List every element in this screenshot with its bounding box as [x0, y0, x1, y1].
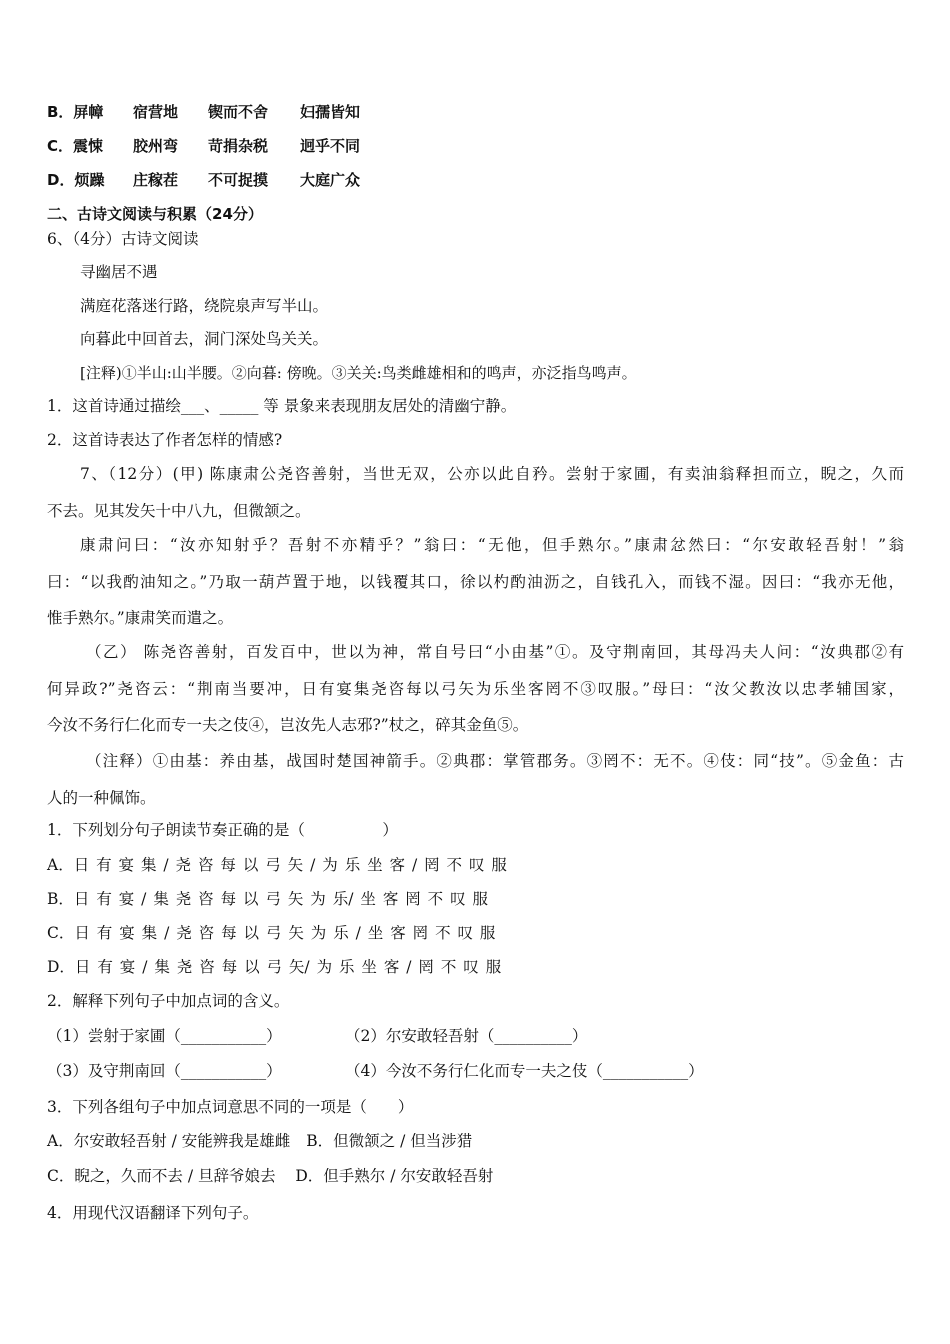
q7-sub-3-option-d-2: / 尔安敢轻吾射: [390, 1167, 494, 1185]
q7-sub-2-item-1: （1）尝射于家圃（___________）: [47, 1027, 282, 1045]
poem-note: [注释)①半山:山半腰。②向暮: 傍晚。③关关:鸟类雌雄相和的鸣声，亦泛指鸟鸣声。: [80, 364, 637, 382]
q7-sub-1-option-b: B．日 有 宴 / 集 尧 咨 每 以 弓 矢 为 乐/ 坐 客 罔 不 叹 服: [47, 890, 489, 908]
q7-passage-a-line-1: 7、（12分）(甲) 陈康肃公尧咨善射，当世无双，公亦以此自矜。尝射于家圃，有卖油翁释担而立，睨之，久而: [80, 465, 904, 483]
q7-passage-a-line-5: 惟手熟尔。”康肃笑而遣之。: [47, 609, 234, 627]
q7-sub-2-item-4: （4）今汝不务行仁化而专一夫之伎（___________）: [345, 1062, 704, 1080]
q7-sub-3: 3．下列各组句子中加点词意思不同的一项是（ ）: [47, 1098, 414, 1116]
q7-sub-2-item-2: （2）尔安敢轻吾射（__________）: [345, 1027, 588, 1045]
q7-passage-b-line-1: （乙） 陈尧咨善射，百发百中，世以为神，常自号曰“小由基”①。及守荆南回，其母冯夫人问：“汝典郡②有: [86, 643, 904, 661]
option-d-row: D．烦躁 庄稼茬 不可捉摸 大庭广众: [47, 171, 361, 189]
q7-sub-3-row-1: [47, 1131, 472, 1151]
q7-passage-b-line-2: 何异政?”尧咨云：“荆南当要冲，日有宴集尧咨每以弓矢为乐坐客罔不③叹服。”母曰：“汝父教汝以忠孝辅国家，: [47, 680, 904, 698]
q7-sub-1-option-a: A．日 有 宴 集 / 尧 咨 每 以 弓 矢 / 为 乐 坐 客 / 罔 不 叹 服: [47, 856, 507, 874]
poem-title: 寻幽居不遇: [80, 263, 158, 281]
q7-note-line-2: 人的一种佩饰。: [47, 789, 156, 807]
q7-sub-4: 4．用现代汉语翻译下列句子。: [47, 1204, 259, 1222]
q7-sub-3-row-2: [47, 1166, 493, 1186]
q7-sub-1-option-c: C．日 有 宴 集 / 尧 咨 每 以 弓 矢 为 乐 / 坐 客 罔 不 叹 服: [47, 924, 496, 942]
option-c-row: C．震悚 胶州弯 苛捐杂税 迥乎不同: [47, 137, 361, 155]
q7-sub-2-item-3: （3）及守荆南回（___________）: [47, 1062, 282, 1080]
q7-sub-2: 2．解释下列句子中加点词的含义。: [47, 992, 290, 1010]
q7-passage-a-line-4: 曰：“以我酌油知之。”乃取一葫芦置于地，以钱覆其口，徐以杓酌油沥之，自钱孔入，而钱不湿。因曰：“我亦无他，: [47, 573, 904, 591]
section-2-heading: 二、古诗文阅读与积累（24分）: [47, 205, 263, 223]
q6-sub-1: 1．这首诗通过描绘___、_____ 等 景象来表现朋友居处的清幽宁静。: [47, 397, 517, 415]
q7-sub-3-option-c-2: / 旦辞爷娘去: [187, 1167, 276, 1185]
q7-sub-1: 1．下列划分句子朗读节奏正确的是（ ）: [47, 821, 398, 839]
option-b-row: B．屏幛 宿营地 锲而不舍 妇孺皆知: [47, 103, 361, 121]
q7-sub-3-option-c: C．睨之，久而不去: [47, 1167, 183, 1185]
q7-note-line-1: （注释）①由基：养由基，战国时楚国神箭手。②典郡：掌管郡务。③罔不：无不。④伎：同“技”。⑤金鱼：古: [86, 752, 904, 770]
q7-passage-a-line-2: 不去。见其发矢十中八九，但微颔之。: [47, 502, 311, 520]
q7-sub-3-option-d: D．但手熟尔: [295, 1167, 386, 1185]
q6-sub-2: 2．这首诗表达了作者怎样的情感?: [47, 431, 283, 449]
q6-title: 6、（4分）古诗文阅读: [47, 230, 199, 248]
q7-sub-1-option-d: D．日 有 宴 / 集 尧 咨 每 以 弓 矢/ 为 乐 坐 客 / 罔 不 叹 服: [47, 958, 502, 976]
poem-line-2: 向暮此中回首去，洞门深处鸟关关。: [80, 330, 329, 348]
q7-passage-b-line-3: 今汝不务行仁化而专一夫之伎④，岂汝先人志邪?”杖之，碎其金鱼⑤。: [47, 716, 529, 734]
q7-passage-a-line-3: 康肃问曰：“汝亦知射乎？吾射不亦精乎？”翁曰：“无他，但手熟尔。”康肃忿然曰：“尔安敢轻吾射！”翁: [80, 536, 904, 554]
poem-line-1: 满庭花落迷行路，绕院泉声写半山。: [80, 297, 329, 315]
q7-sub-3-option-b: B．但微颔之 / 但当涉猎: [306, 1132, 473, 1150]
q7-sub-3-option-a: A．尔安敢轻吾射 / 安能辨我是雄雌: [47, 1132, 291, 1150]
